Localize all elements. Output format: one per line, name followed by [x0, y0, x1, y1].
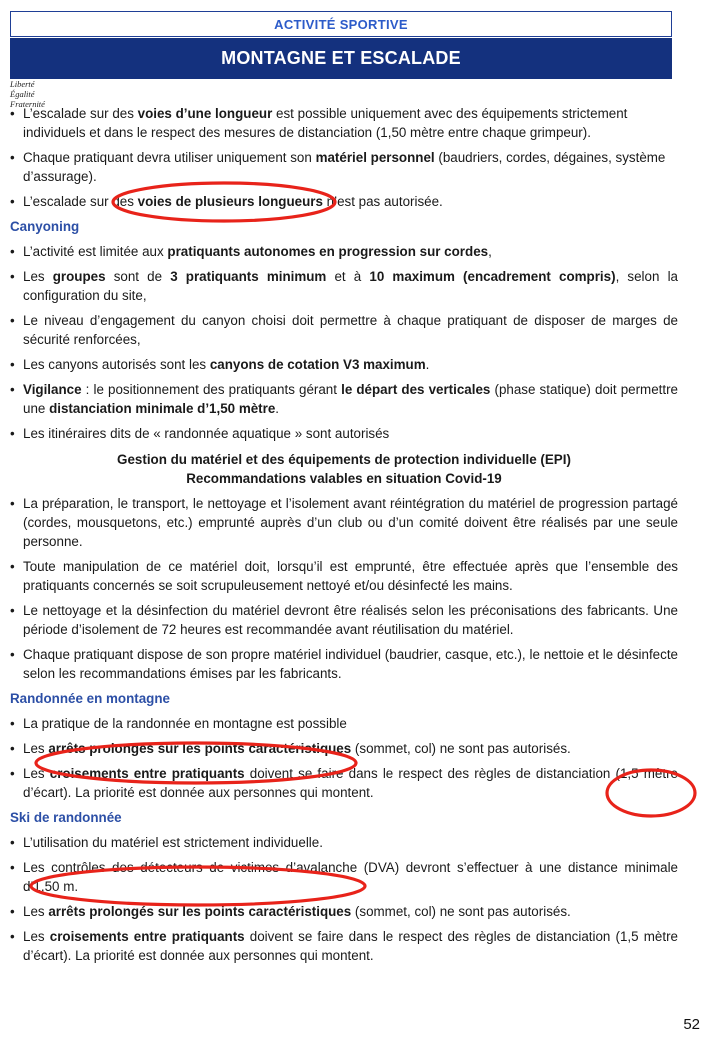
- list-item: • L’utilisation du matériel est strictement individuelle.: [10, 833, 678, 852]
- list-item: • Les croisements entre pratiquants doivent se faire dans le respect des règles de distanciation (1,5 mètre d’écart). La priorité est donnée aux personnes qui montent.: [10, 927, 678, 965]
- section-title-randonnee: Randonnée en montagne: [10, 691, 170, 706]
- list-item: • La préparation, le transport, le nettoyage et l’isolement avant réintégration du matériel de progression partagé (cordes, mousquetons, etc.) emprunté auprès d’un club ou d’un comité doivent être réalisés par une seule personne.: [10, 494, 678, 551]
- section-title-ski: Ski de randonnée: [10, 810, 122, 825]
- list-item: • Les groupes sont de 3 pratiquants minimum et à 10 maximum (encadrement compris), selon la configuration du site,: [10, 267, 678, 305]
- list-item: • Chaque pratiquant devra utiliser uniquement son matériel personnel (baudriers, cordes, dégaines, système d’assurage).: [10, 148, 678, 186]
- list-item: • Toute manipulation de ce matériel doit, lorsqu’il est emprunté, être effectuée après que l’ensemble des pratiquants concernés se soit scrupuleusement nettoyé et/ou désinfecté les mains.: [10, 557, 678, 595]
- list-item: • Chaque pratiquant dispose de son propre matériel individuel (baudrier, casque, etc.), le nettoie et le désinfecte selon les recommandations émises par les fabricants.: [10, 645, 678, 683]
- epi-heading-line: Recommandations valables en situation Covid-19: [186, 471, 502, 486]
- list-item: • Le nettoyage et la désinfection du matériel devront être réalisés selon les préconisations des fabricants. Une période d’isolement de 72 heures est recommandée avant réutilisation du matériel.: [10, 601, 678, 639]
- list-item: • Les arrêts prolongés sur les points caractéristiques (sommet, col) ne sont pas autorisés.: [10, 739, 678, 758]
- list-item: • Le niveau d’engagement du canyon choisi doit permettre à chaque pratiquant de disposer de marges de sécurité renforcées,: [10, 311, 678, 349]
- motto-line: Égalité: [10, 89, 35, 99]
- section-title-canyoning: Canyoning: [10, 219, 80, 234]
- list-item: • L’escalade sur des voies de plusieurs longueurs n’est pas autorisée.: [10, 192, 678, 211]
- list-item: • Les arrêts prolongés sur les points caractéristiques (sommet, col) ne sont pas autorisés.: [10, 902, 678, 921]
- epi-heading: [10, 450, 678, 488]
- list-item: • La pratique de la randonnée en montagne est possible: [10, 714, 678, 733]
- page-title-banner: MONTAGNE ET ESCALADE: [10, 38, 672, 79]
- motto-line: Liberté: [10, 79, 35, 89]
- list-item: • L’escalade sur des voies d’une longueur est possible uniquement avec des équipements strictement individuels et dans le respect des mesures de distanciation (1,50 mètre entre chaque grimpeur).: [10, 104, 678, 142]
- epi-heading-line: Gestion du matériel et des équipements de protection individuelle (EPI): [117, 452, 571, 467]
- list-item: • Vigilance : le positionnement des pratiquants gérant le départ des verticales (phase statique) doit permettre une distanciation minimale d’1,50 mètre.: [10, 380, 678, 418]
- list-item: • Les croisements entre pratiquants doivent se faire dans le respect des règles de distanciation (1,5 mètre d’écart). La priorité est donnée aux personnes qui montent.: [10, 764, 678, 802]
- document-body: [10, 104, 678, 965]
- list-item: • L’activité est limitée aux pratiquants autonomes en progression sur cordes,: [10, 242, 678, 261]
- category-header: ACTIVITÉ SPORTIVE: [10, 11, 672, 37]
- list-item: • Les itinéraires dits de « randonnée aquatique » sont autorisés: [10, 424, 678, 443]
- page-number: 52: [683, 1016, 700, 1033]
- list-item: • Les canyons autorisés sont les canyons de cotation V3 maximum.: [10, 355, 678, 374]
- motto-line: Fraternité: [10, 99, 45, 109]
- list-item: • Les contrôles des détecteurs de victimes d’avalanche (DVA) devront s’effectuer à une distance minimale d’1,50 m.: [10, 858, 678, 896]
